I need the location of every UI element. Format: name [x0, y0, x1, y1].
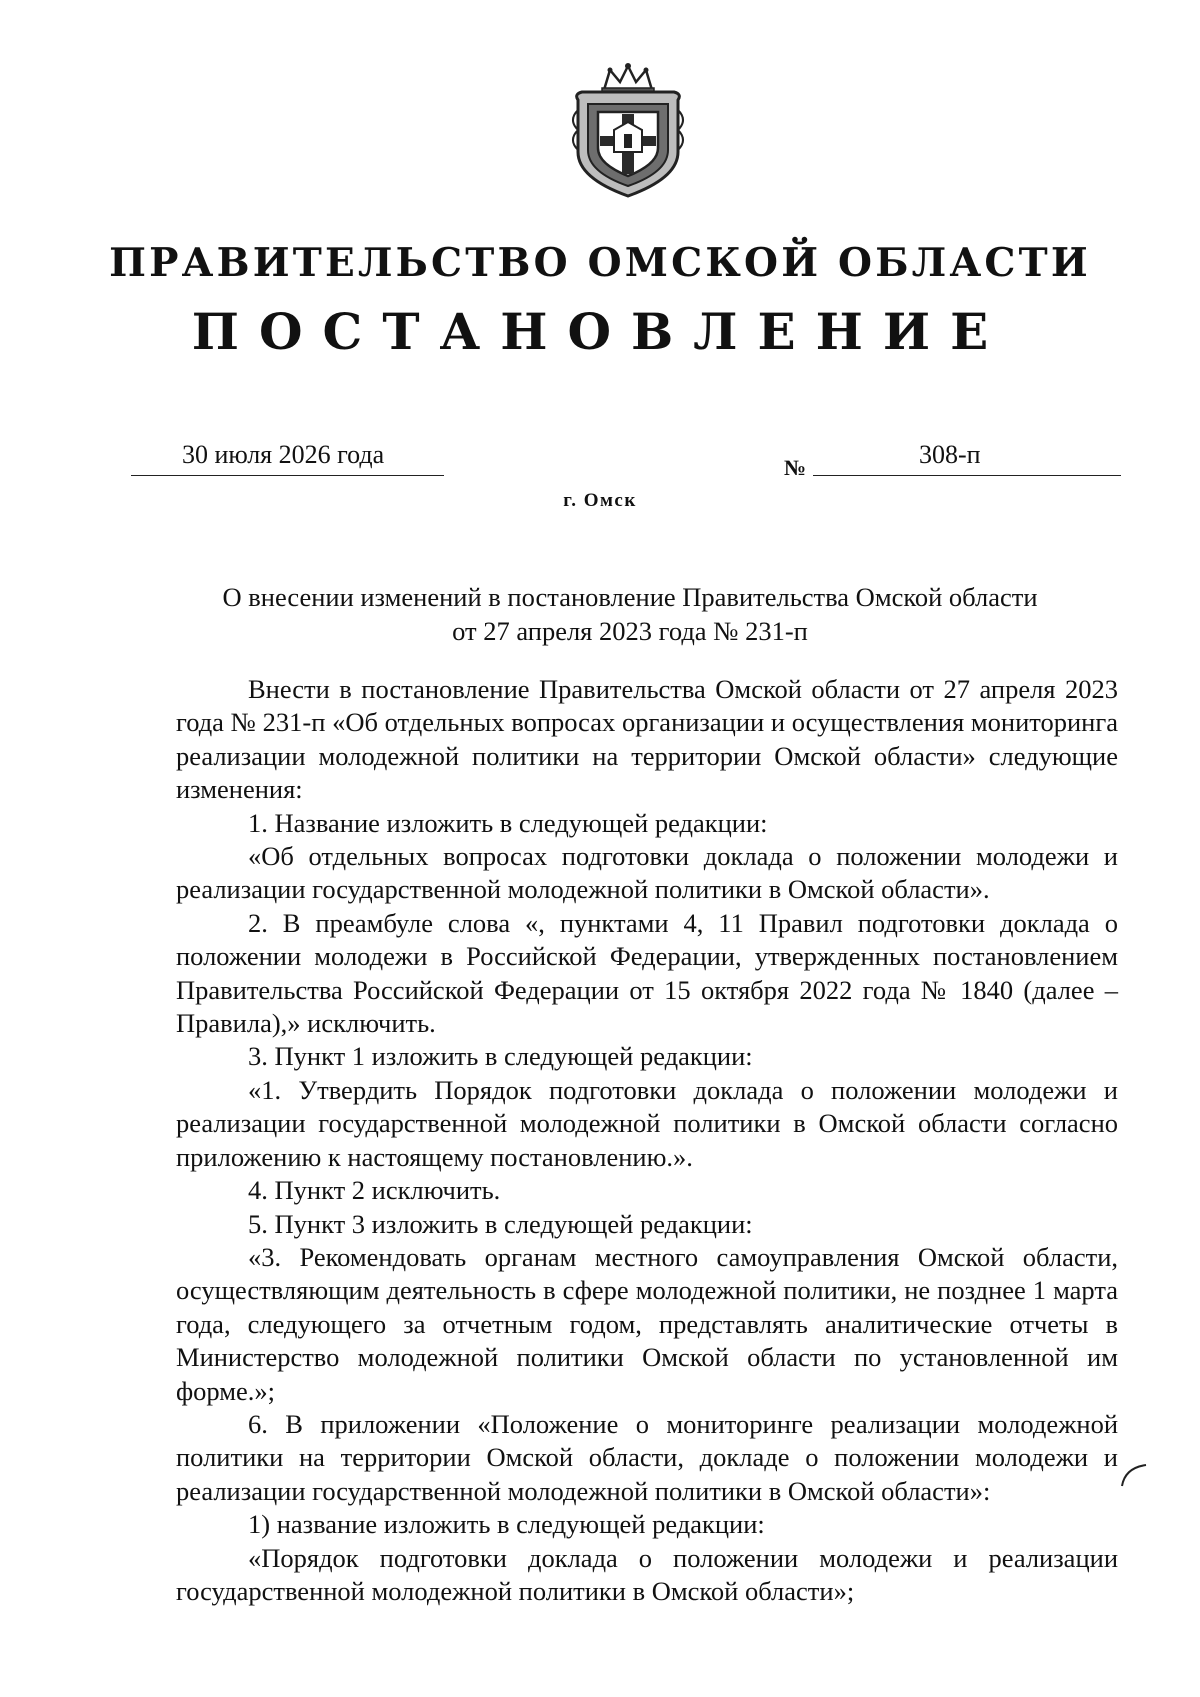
body-paragraph: «1. Утвердить Порядок подготовки доклада о положении молодежи и реализации государственной молодежной политики в Омской области согласно приложению к настоящему постановлению.». — [176, 1074, 1118, 1172]
body-paragraph: 1. Название изложить в следующей редакции: — [248, 807, 768, 838]
subject-line: О внесении изменений в постановление Правительства Омской области — [222, 582, 1038, 612]
body-paragraph: 4. Пункт 2 исключить. — [248, 1175, 501, 1206]
coat-of-arms-icon — [564, 60, 692, 200]
document-date: 30 июля 2026 года — [182, 440, 385, 469]
body-paragraph: 6. В приложении «Положение о мониторинге реализации молодежной политики на территории Омской области, докладе о положении молодежи и реализации государственной молодежной политики в Омской области»: — [176, 1408, 1118, 1506]
number-sign: № — [784, 455, 807, 480]
body-paragraph: 5. Пункт 3 изложить в следующей редакции: — [248, 1208, 753, 1239]
body-paragraph: «3. Рекомендовать органам местного самоуправления Омской области, осуществляющим деятельность в сфере молодежной политики, не позднее 1 марта года, следующего за отчетным годом, представлять аналитические отчеты в Министерство молодежной политики Омской области по установленной им форме.»; — [176, 1241, 1118, 1406]
body-paragraph: 3. Пункт 1 изложить в следующей редакции: — [248, 1041, 753, 1072]
city: г. Омск — [563, 490, 637, 511]
number-field — [813, 440, 1121, 476]
subject-line: от 27 апреля 2023 года № 231-п — [452, 616, 808, 646]
body-paragraph: «Порядок подготовки доклада о положении молодежи и реализации государственной молодежной политики в Омской области»; — [176, 1542, 1118, 1606]
document-type: ПОСТАНОВЛЕНИЕ — [191, 302, 1009, 361]
document-body — [176, 673, 1118, 1608]
date-field — [131, 440, 444, 476]
document-subject — [150, 580, 1110, 648]
government-name: ПРАВИТЕЛЬСТВО ОМСКОЙ ОБЛАСТИ — [109, 240, 1091, 286]
document-number: 308-п — [919, 440, 981, 469]
corner-mark-icon — [1119, 1462, 1149, 1488]
body-paragraph: 2. В преамбуле слова «, пунктами 4, 11 Правил подготовки доклада о положении молодежи в Российской Федерации, утвержденных постановлением Правительства Российской Федерации от 15 октября 2022 года № 1840 (далее – Правила),» исключить. — [176, 907, 1118, 1039]
body-paragraph: «Об отдельных вопросах подготовки доклада о положении молодежи и реализации государственной молодежной политики в Омской области». — [176, 841, 1118, 905]
body-paragraph: 1) название изложить в следующей редакции: — [248, 1509, 765, 1540]
body-paragraph: Внести в постановление Правительства Омской области от 27 апреля 2023 года № 231-п «Об отдельных вопросах организации и осуществления мониторинга реализации молодежной политики на территории Омской области» следующие изменения: — [176, 674, 1118, 805]
